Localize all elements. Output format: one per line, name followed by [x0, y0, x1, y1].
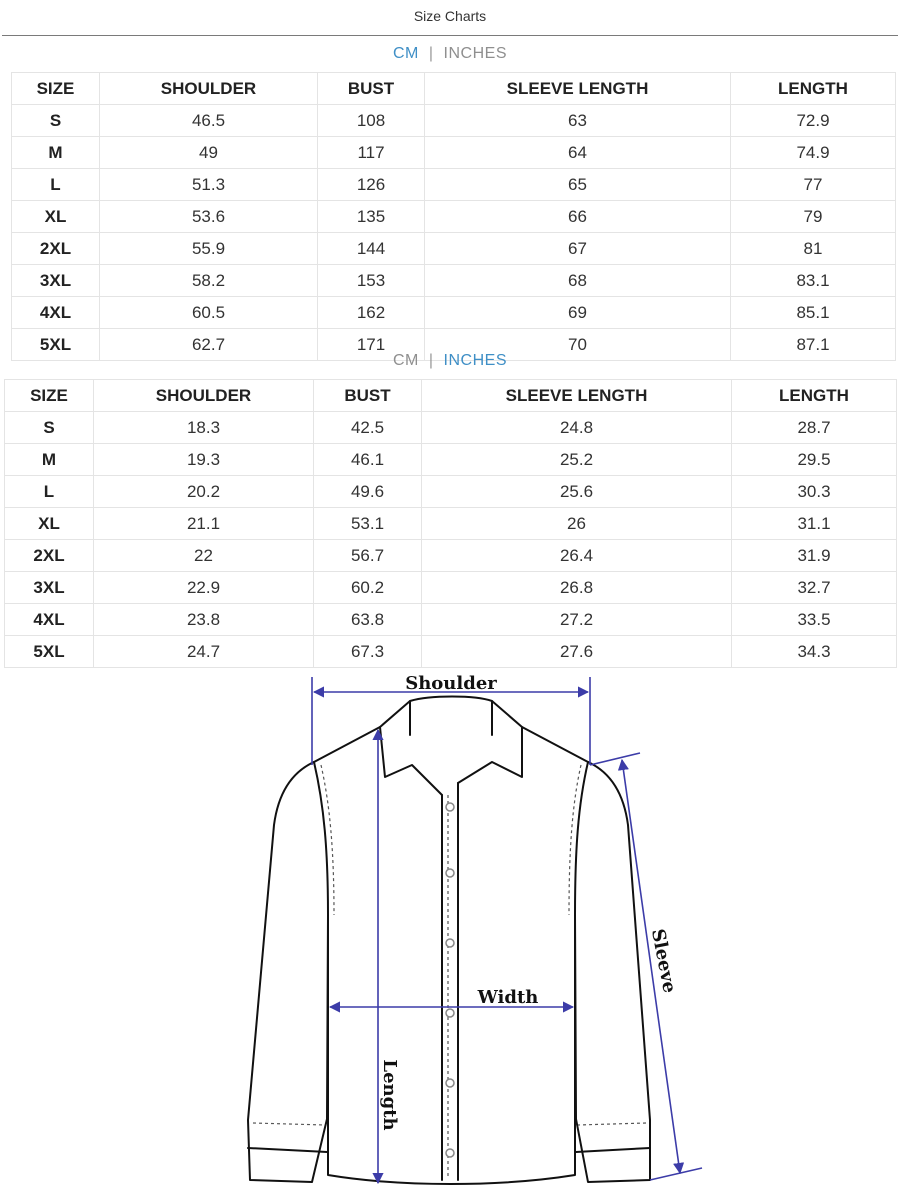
- table-row: [12, 169, 896, 201]
- column-header: LENGTH: [731, 73, 896, 105]
- measurement-cell: 31.1: [732, 508, 897, 540]
- measurement-cell: 108: [318, 105, 425, 137]
- column-header: SIZE: [12, 73, 100, 105]
- size-label-cell: L: [12, 169, 100, 201]
- measurement-cell: 67.3: [314, 636, 422, 668]
- measurement-cell: 144: [318, 233, 425, 265]
- column-header: BUST: [318, 73, 425, 105]
- measurement-cell: 26.8: [422, 572, 732, 604]
- measurement-cell: 22.9: [94, 572, 314, 604]
- measurement-cell: 26.4: [422, 540, 732, 572]
- size-label-cell: 4XL: [12, 297, 100, 329]
- measurement-cell: 19.3: [94, 444, 314, 476]
- measurement-cell: 62.7: [100, 329, 318, 361]
- size-label-cell: M: [5, 444, 94, 476]
- measurement-cell: 66: [425, 201, 731, 233]
- size-table-inches: [4, 379, 897, 668]
- table-row: [12, 265, 896, 297]
- measurement-cell: 69: [425, 297, 731, 329]
- measure-lines: [312, 677, 702, 1183]
- table-row: [5, 412, 897, 444]
- unit-tab-cm[interactable]: CM: [393, 352, 419, 369]
- size-label-cell: 5XL: [5, 636, 94, 668]
- measurement-cell: 60.2: [314, 572, 422, 604]
- size-label-cell: 2XL: [12, 233, 100, 265]
- measurement-cell: 49: [100, 137, 318, 169]
- column-header: SLEEVE LENGTH: [422, 380, 732, 412]
- measurement-cell: 85.1: [731, 297, 896, 329]
- column-header: LENGTH: [732, 380, 897, 412]
- column-header: SHOULDER: [100, 73, 318, 105]
- table-row: [12, 105, 896, 137]
- table-row: [5, 572, 897, 604]
- size-label-cell: 3XL: [12, 265, 100, 297]
- stitching: [253, 765, 646, 1177]
- measurement-cell: 18.3: [94, 412, 314, 444]
- size-label-cell: 3XL: [5, 572, 94, 604]
- measurement-cell: 126: [318, 169, 425, 201]
- measurement-cell: 153: [318, 265, 425, 297]
- size-label-cell: 4XL: [5, 604, 94, 636]
- measurement-cell: 135: [318, 201, 425, 233]
- measurement-cell: 30.3: [732, 476, 897, 508]
- measurement-cell: 79: [731, 201, 896, 233]
- column-header: BUST: [314, 380, 422, 412]
- unit-tab-inches[interactable]: INCHES: [443, 352, 507, 369]
- shirt-diagram-svg: [230, 665, 710, 1200]
- measurement-cell: 81: [731, 233, 896, 265]
- measurement-cell: 64: [425, 137, 731, 169]
- measurement-cell: 23.8: [94, 604, 314, 636]
- size-table-cm: [11, 72, 896, 361]
- table-row: [12, 201, 896, 233]
- page-title: Size Charts: [413, 8, 487, 24]
- measurement-cell: 42.5: [314, 412, 422, 444]
- size-label-cell: M: [12, 137, 100, 169]
- table-row: [12, 233, 896, 265]
- measurement-cell: 49.6: [314, 476, 422, 508]
- measurement-cell: 27.6: [422, 636, 732, 668]
- measurement-cell: 83.1: [731, 265, 896, 297]
- measurement-cell: 53.6: [100, 201, 318, 233]
- measurement-cell: 33.5: [732, 604, 897, 636]
- unit-separator: |: [428, 352, 434, 369]
- measurement-cell: 60.5: [100, 297, 318, 329]
- unit-switch-inches-section: [0, 352, 900, 370]
- measurement-cell: 31.9: [732, 540, 897, 572]
- table-row: [5, 476, 897, 508]
- unit-switch-cm-section: [0, 45, 900, 63]
- measurement-cell: 46.1: [314, 444, 422, 476]
- width-label: Width: [477, 987, 539, 1008]
- size-label-cell: 5XL: [12, 329, 100, 361]
- column-header: SLEEVE LENGTH: [425, 73, 731, 105]
- measurement-cell: 51.3: [100, 169, 318, 201]
- unit-separator: |: [428, 45, 434, 62]
- measurement-cell: 24.7: [94, 636, 314, 668]
- measurement-cell: 63.8: [314, 604, 422, 636]
- measurement-cell: 46.5: [100, 105, 318, 137]
- measurement-cell: 20.2: [94, 476, 314, 508]
- length-label: Length: [379, 1059, 400, 1131]
- measurement-cell: 55.9: [100, 233, 318, 265]
- measurement-cell: 27.2: [422, 604, 732, 636]
- shirt-buttons: [446, 803, 454, 1157]
- table-header-row: [12, 73, 896, 105]
- measurement-cell: 63: [425, 105, 731, 137]
- column-header: SIZE: [5, 380, 94, 412]
- shoulder-label: Shoulder: [405, 673, 497, 694]
- size-label-cell: S: [5, 412, 94, 444]
- measurement-cell: 56.7: [314, 540, 422, 572]
- size-label-cell: L: [5, 476, 94, 508]
- measurement-cell: 25.2: [422, 444, 732, 476]
- measurement-cell: 34.3: [732, 636, 897, 668]
- measurement-cell: 74.9: [731, 137, 896, 169]
- measurement-cell: 21.1: [94, 508, 314, 540]
- size-label-cell: XL: [5, 508, 94, 540]
- measurement-cell: 25.6: [422, 476, 732, 508]
- measurement-cell: 171: [318, 329, 425, 361]
- sleeve-label: Sleeve: [646, 927, 680, 995]
- size-label-cell: S: [12, 105, 100, 137]
- measurement-cell: 65: [425, 169, 731, 201]
- table-row: [5, 540, 897, 572]
- column-header: SHOULDER: [94, 380, 314, 412]
- measurement-cell: 67: [425, 233, 731, 265]
- table-row: [12, 137, 896, 169]
- measurement-cell: 53.1: [314, 508, 422, 540]
- table-row: [5, 636, 897, 668]
- measurement-cell: 77: [731, 169, 896, 201]
- measurement-diagram: [230, 665, 710, 1200]
- measurement-cell: 28.7: [732, 412, 897, 444]
- measurement-cell: 70: [425, 329, 731, 361]
- measurement-cell: 22: [94, 540, 314, 572]
- measurement-cell: 117: [318, 137, 425, 169]
- measurement-cell: 58.2: [100, 265, 318, 297]
- measurement-cell: 162: [318, 297, 425, 329]
- measurement-cell: 87.1: [731, 329, 896, 361]
- measurement-cell: 32.7: [732, 572, 897, 604]
- size-label-cell: 2XL: [5, 540, 94, 572]
- table-row: [5, 604, 897, 636]
- unit-tab-cm[interactable]: CM: [393, 45, 419, 62]
- measurement-cell: 24.8: [422, 412, 732, 444]
- measurement-cell: 29.5: [732, 444, 897, 476]
- table-row: [5, 444, 897, 476]
- measurement-cell: 72.9: [731, 105, 896, 137]
- size-label-cell: XL: [12, 201, 100, 233]
- table-row: [12, 297, 896, 329]
- unit-tab-inches[interactable]: INCHES: [443, 45, 507, 62]
- table-row: [5, 508, 897, 540]
- table-header-row: [5, 380, 897, 412]
- title-divider: [2, 35, 898, 36]
- measurement-cell: 26: [422, 508, 732, 540]
- measurement-cell: 68: [425, 265, 731, 297]
